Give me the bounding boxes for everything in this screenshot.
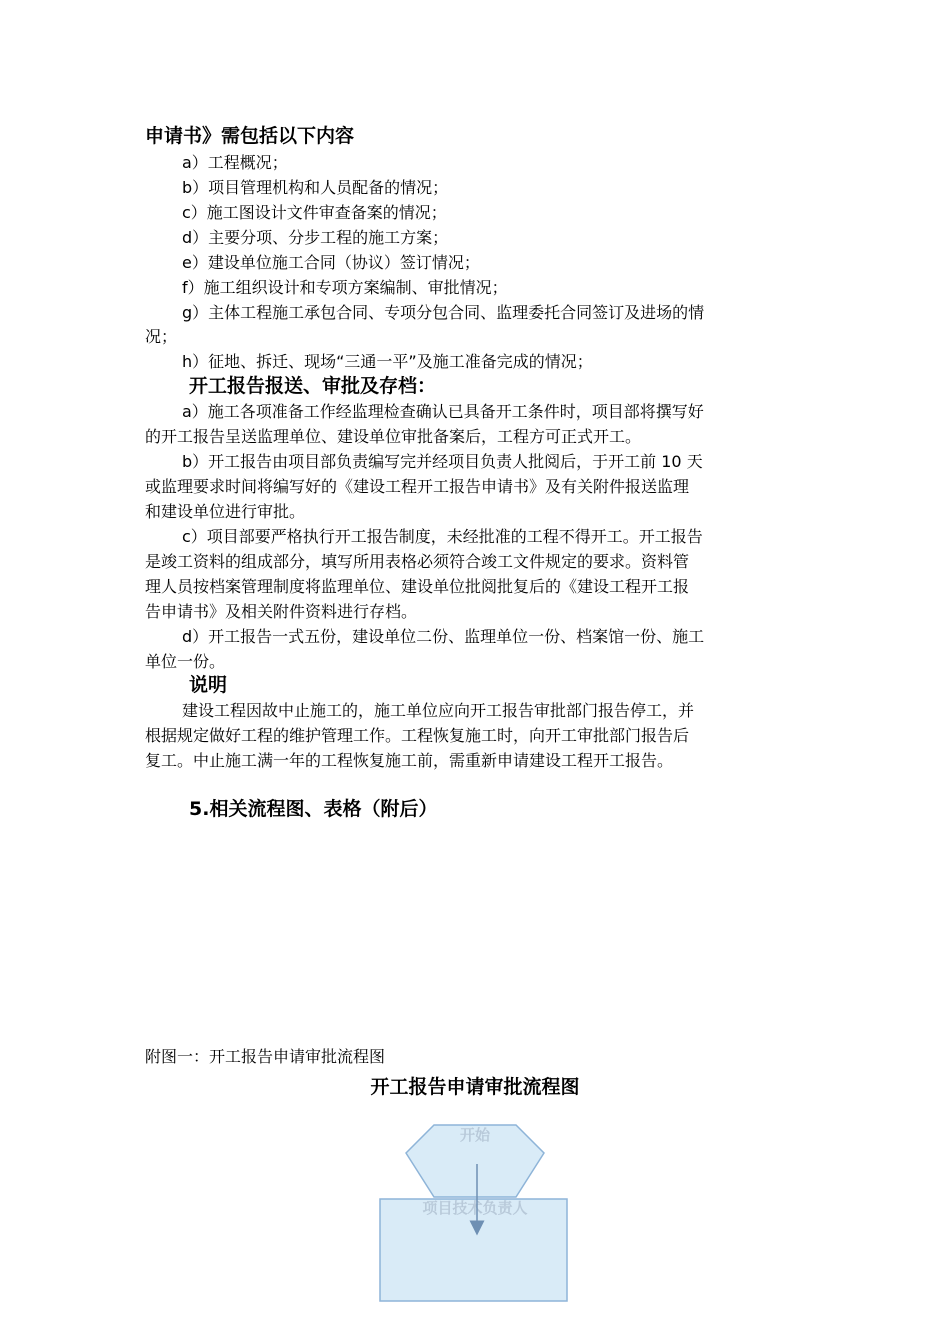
figure-caption: 附图一：开工报告申请审批流程图 — [145, 1047, 386, 1066]
section2-line: 和建设单位进行审批。 — [145, 502, 306, 521]
note-line: 复工。中止施工满一年的工程恢复施工前，需重新申请建设工程开工报告。 — [145, 751, 674, 770]
content-item-e: e）建设单位施工合同（协议）签订情况； — [182, 253, 480, 272]
content-item-h: h）征地、拆迁、现场“三通一平”及施工准备完成的情况； — [182, 352, 593, 371]
section2-line: 是竣工资料的组成部分，填写所用表格必须符合竣工文件规定的要求。资料管 — [145, 552, 690, 571]
section2-line: a）施工各项准备工作经监理检查确认已具备开工条件时，项目部将撰写好 — [182, 402, 704, 421]
content-item-f: f）施工组织设计和专项方案编制、审批情况； — [182, 278, 508, 297]
note-line: 建设工程因故中止施工的，施工单位应向开工报告审批部门报告停工，并 — [182, 701, 695, 720]
content-item-g-cont: 况； — [145, 327, 178, 346]
section2-line: b）开工报告由项目部负责编写完并经项目负责人批阅后，于开工前 10 天 — [182, 452, 703, 471]
content-item-d: d）主要分项、分步工程的施工方案； — [182, 228, 449, 247]
section2-line: 告申请书》及相关附件资料进行存档。 — [145, 602, 418, 621]
section2-line: 的开工报告呈送监理单位、建设单位审批备案后，工程方可正式开工。 — [145, 427, 642, 446]
flowchart-step1-label: 项目技术负责人 — [422, 1199, 528, 1217]
section2-line: 或监理要求时间将编写好的《建设工程开工报告申请书》及有关附件报送监理 — [145, 477, 690, 496]
content-item-g: g）主体工程施工承包合同、专项分包合同、监理委托合同签订及进场的情 — [182, 303, 705, 322]
flowchart-title: 开工报告申请审批流程图 — [370, 1076, 580, 1098]
content-item-b: b）项目管理机构和人员配备的情况； — [182, 178, 449, 197]
section2-line: c）项目部要严格执行开工报告制度，未经批准的工程不得开工。开工报告 — [182, 527, 703, 546]
flowchart — [360, 1110, 590, 1310]
section5-heading: 5.相关流程图、表格（附后） — [189, 798, 438, 820]
section2-line: 理人员按档案管理制度将监理单位、建设单位批阅批复后的《建设工程开工报 — [145, 577, 690, 596]
note-heading: 说明 — [189, 674, 228, 696]
intro-heading: 申请书》需包括以下内容 — [145, 125, 355, 147]
note-line: 根据规定做好工程的维护管理工作。工程恢复施工时，向开工审批部门报告后 — [145, 726, 690, 745]
section2-line: 单位一份。 — [145, 652, 226, 671]
content-item-a: a）工程概况； — [182, 153, 288, 172]
section2-heading: 开工报告报送、审批及存档： — [189, 375, 437, 397]
section2-line: d）开工报告一式五份，建设单位二份、监理单位一份、档案馆一份、施工 — [182, 627, 705, 646]
content-item-c: c）施工图设计文件审查备案的情况； — [182, 203, 447, 222]
flowchart-start-label: 开始 — [459, 1126, 491, 1144]
